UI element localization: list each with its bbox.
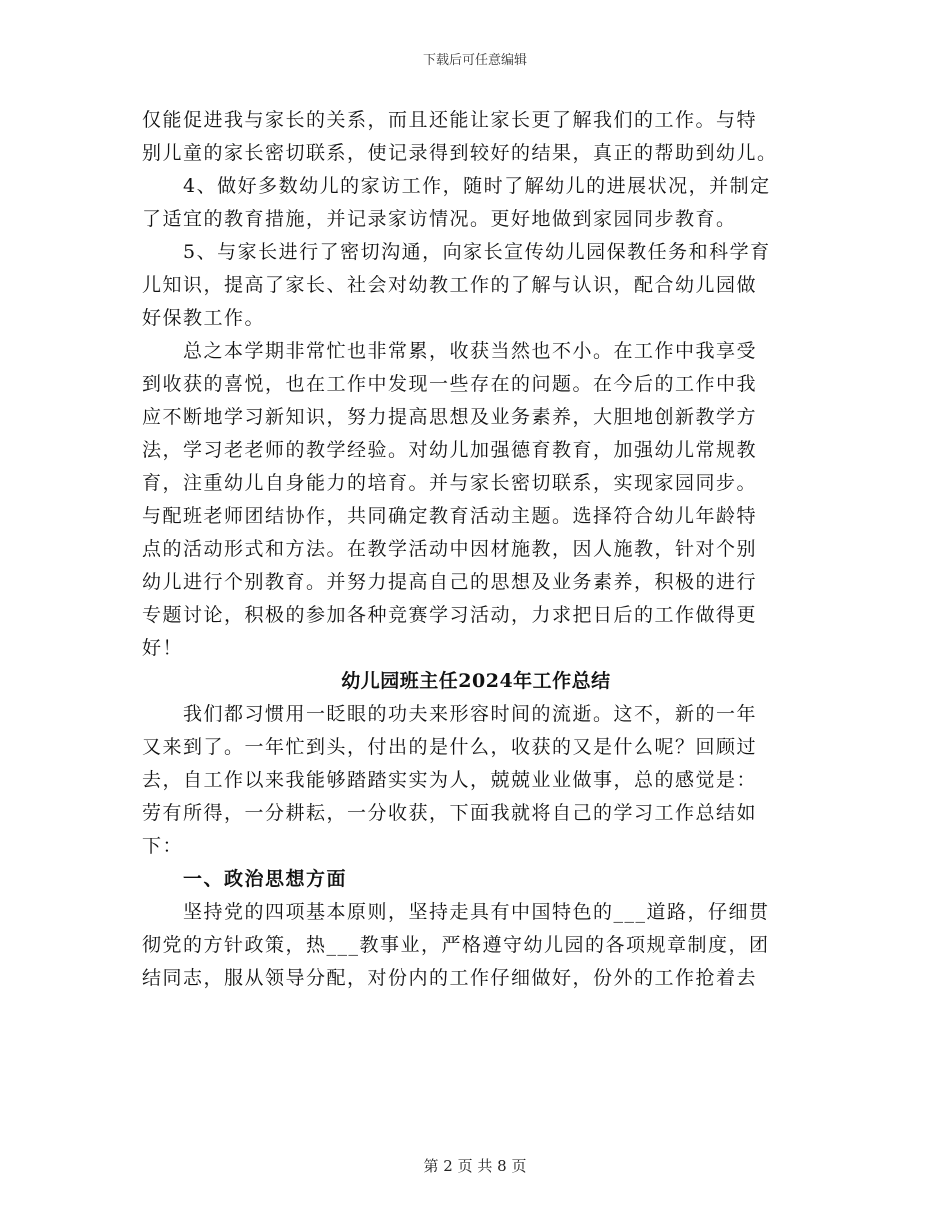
body-line: 别儿童的家长密切联系，使记录得到较好的结果，真正的帮助到幼儿。 bbox=[142, 142, 778, 164]
body-line: 下： bbox=[142, 835, 184, 857]
body-line: 仅能促进我与家长的关系，而且还能让家长更了解我们的工作。与特 bbox=[142, 109, 758, 131]
body-line: 彻党的方针政策，热___教事业，严格遵守幼儿园的各项规章制度，团 bbox=[142, 934, 770, 956]
body-line: 法，学习老老师的教学经验。对幼儿加强德育教育，加强幼儿常规教 bbox=[142, 439, 758, 461]
body-line: 去，自工作以来我能够踏踏实实为人，兢兢业业做事，总的感觉是： bbox=[142, 769, 758, 791]
page-header-note: 下载后可任意编辑 bbox=[422, 53, 527, 68]
body-line: 专题讨论，积极的参加各种竞赛学习活动，力求把日后的工作做得更 bbox=[142, 604, 758, 626]
body-line: 坚持党的四项基本原则，坚持走具有中国特色的___道路，仔细贯 bbox=[142, 901, 770, 923]
body-line: 5、与家长进行了密切沟通，向家长宣传幼儿园保教任务和科学育 bbox=[142, 241, 771, 263]
body-line: 与配班老师团结协作，共同确定教育活动主题。选择符合幼儿年龄特 bbox=[142, 505, 758, 527]
body-line: 了适宜的教育措施，并记录家访情况。更好地做到家园同步教育。 bbox=[142, 208, 737, 230]
body-line: 应不断地学习新知识，努力提高思想及业务素养，大胆地创新教学方 bbox=[142, 406, 758, 428]
body-line: 总之本学期非常忙也非常累，收获当然也不小。在工作中我享受 bbox=[142, 340, 758, 362]
body-line: 4、做好多数幼儿的家访工作，随时了解幼儿的进展状况，并制定 bbox=[142, 175, 771, 197]
body-line: 点的活动形式和方法。在教学活动中因材施教，因人施教，针对个别 bbox=[142, 538, 758, 560]
body-line: 我们都习惯用一眨眼的功夫来形容时间的流逝。这不，新的一年 bbox=[142, 703, 758, 725]
body-line: 幼儿进行个别教育。并努力提高自己的思想及业务素养，积极的进行 bbox=[142, 571, 758, 593]
document-body bbox=[142, 104, 810, 995]
body-line: 好！ bbox=[142, 637, 184, 659]
body-line: 育，注重幼儿自身能力的培育。并与家长密切联系，实现家园同步。 bbox=[142, 472, 758, 494]
body-line: 结同志，服从领导分配，对份内的工作仔细做好，份外的工作抢着去 bbox=[142, 967, 758, 989]
body-line: 好保教工作。 bbox=[142, 307, 266, 329]
page-number: 第 2 页 共 8 页 bbox=[423, 1157, 527, 1175]
body-line: 儿知识，提高了家长、社会对幼教工作的了解与认识，配合幼儿园做 bbox=[142, 274, 758, 296]
body-line: 劳有所得，一分耕耘，一分收获，下面我就将自己的学习工作总结如 bbox=[142, 802, 758, 824]
body-line: 又来到了。一年忙到头，付出的是什么，收获的又是什么呢？回顾过 bbox=[142, 736, 758, 758]
body-line: 到收获的喜悦，也在工作中发现一些存在的问题。在今后的工作中我 bbox=[142, 373, 758, 395]
section-title: 幼儿园班主任2024年工作总结 bbox=[341, 670, 611, 692]
subsection-heading: 一、政治思想方面 bbox=[142, 868, 348, 890]
